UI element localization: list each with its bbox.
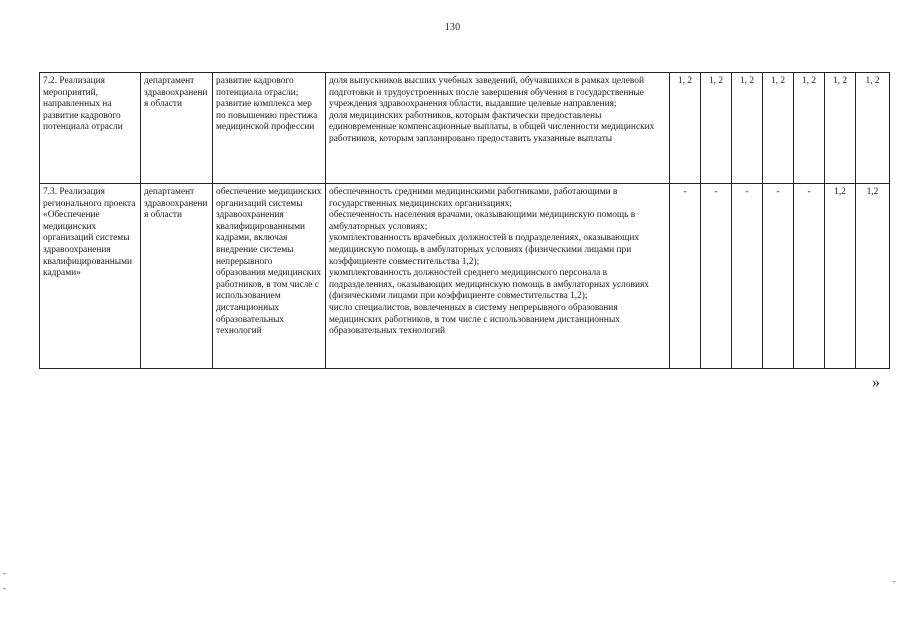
value-cell: 1,2 <box>856 184 890 369</box>
value-cell: - <box>670 184 701 369</box>
table-row <box>40 73 890 184</box>
table-row <box>40 184 890 369</box>
value-cell: 1, 2 <box>825 73 856 184</box>
value-cell: 1, 2 <box>856 73 890 184</box>
closing-quote: » <box>872 374 880 391</box>
page-number: 130 <box>444 22 461 33</box>
value-cell: - <box>763 184 794 369</box>
value-cell: 1, 2 <box>763 73 794 184</box>
value-cell: 1, 2 <box>732 73 763 184</box>
value-cell: 1, 2 <box>670 73 701 184</box>
value-cell: 1,2 <box>825 184 856 369</box>
value-cell: 1, 2 <box>794 73 825 184</box>
scan-edge-mark-left-bottom: - <box>3 583 6 593</box>
event-cell: 7.2. Реализация мероприятий, направленных на развитие кадрового потенциала отрасли <box>40 73 141 184</box>
executor-cell: департамент здравоохранения области <box>141 73 213 184</box>
value-cell: - <box>732 184 763 369</box>
value-cell: - <box>794 184 825 369</box>
scan-edge-mark-left-top: - <box>3 568 6 578</box>
program-table <box>39 72 890 369</box>
value-cell: 1, 2 <box>701 73 732 184</box>
event-cell: 7.3. Реализация регионального проекта «Обеспечение медицинских организаций системы здравоохранения квалифицированными кадрами» <box>40 184 141 369</box>
indicator-cell: обеспеченность средними медицинскими работниками, работающими в государственных медицинских организациях; обеспеченность населения врачами, оказывающими медицинскую помощь в амбулаторных условиях; укомплектованность врачебных должностей в подразделениях, оказывающих медицинскую помощь в амбулаторных условиях (физическими лицами при коэффициенте совместительства 1,2); укомплектованность должностей среднего медицинского персонала в подразделениях, оказывающих медицинскую помощь в амбулаторных условиях (физическими лицами при коэффициенте совместительства 1,2); число специалистов, вовлеченных в систему непрерывного образования медицинских работников, в том числе с использованием дистанционных образовательных технологий <box>326 184 670 369</box>
indicator-cell: доля выпускников высших учебных заведений, обучавшихся в рамках целевой подготовки и трудоустроенных после завершения обучения в государственные учреждения здравоохранения области, выдавшие целевые направления; доля медицинских работников, которым фактически предоставлены единовременные компенсационные выплаты, в общей численности медицинских работников, которым запланировано предоставить указанные выплаты <box>326 73 670 184</box>
result-cell: обеспечение медицинских организаций системы здравоохранения квалифицированными кадрами, включая внедрение системы непрерывного образования медицинских работников, в том числе с использованием дистанционных образовательных технологий <box>213 184 326 369</box>
result-cell: развитие кадрового потенциала отрасли; развитие комплекса мер по повышению престижа медицинской профессии <box>213 73 326 184</box>
scan-edge-mark-right: - <box>893 576 896 586</box>
executor-cell: департамент здравоохранения области <box>141 184 213 369</box>
value-cell: - <box>701 184 732 369</box>
